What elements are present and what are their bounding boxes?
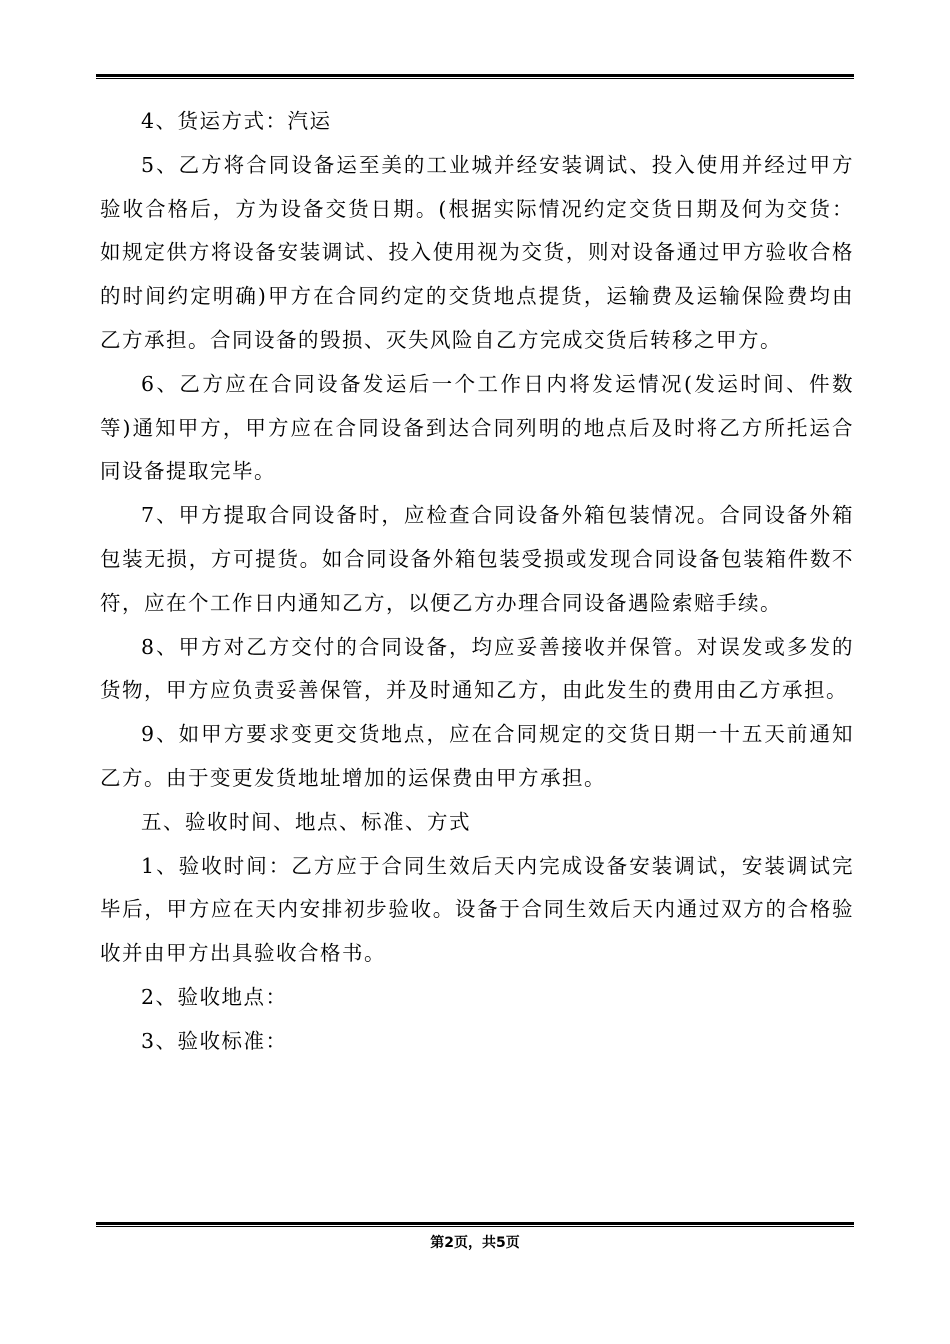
paragraph-acceptance-location: 2、验收地点：	[141, 984, 288, 1009]
page-number: 第2页，共5页	[430, 1235, 520, 1251]
footer-rule	[96, 1222, 854, 1227]
paragraph-receipt-storage: 8、甲方对乙方交付的合同设备，均应妥善接收并保管。对误发或多发的货物，甲方应负责妥善保管，并及时通知乙方，由此发生的费用由乙方承担。	[100, 634, 854, 703]
paragraph-shipment-notice: 6、乙方应在合同设备发运后一个工作日内将发运情况(发运时间、件数等)通知甲方，甲方应在合同设备到达合同列明的地点后及时将乙方所托运合同设备提取完毕。	[100, 371, 854, 484]
section-heading-acceptance: 五、验收时间、地点、标准、方式	[141, 809, 471, 834]
paragraph-delivery-date: 5、乙方将合同设备运至美的工业城并经安装调试、投入使用并经过甲方验收合格后，方为设备交货日期。(根据实际情况约定交货日期及何为交货：如规定供方将设备安装调试、投入使用视为交货，则对设备通过甲方验收合格的时间约定明确)甲方在合同约定的交货地点提货，运输费及运输保险费均由乙方承担。合同设备的毁损、灭失风险自乙方完成交货后转移之甲方。	[100, 152, 854, 352]
paragraph-acceptance-time: 1、验收时间：乙方应于合同生效后天内完成设备安装调试，安装调试完毕后，甲方应在天内安排初步验收。设备于合同生效后天内通过双方的合格验收并由甲方出具验收合格书。	[100, 853, 854, 966]
paragraph-change-location: 9、如甲方要求变更交货地点，应在合同规定的交货日期一十五天前通知乙方。由于变更发货地址增加的运保费由甲方承担。	[100, 722, 854, 790]
document-body	[100, 100, 854, 1064]
paragraph-acceptance-standard: 3、验收标准：	[141, 1028, 288, 1053]
paragraph-pickup-inspection: 7、甲方提取合同设备时，应检查合同设备外箱包装情况。合同设备外箱包装无损，方可提货。如合同设备外箱包装受损或发现合同设备包装箱件数不符，应在个工作日内通知乙方，以便乙方办理合同设备遇险索赔手续。	[100, 503, 854, 615]
header-rule	[96, 74, 854, 79]
paragraph-shipping-method: 4、货运方式：汽运	[141, 109, 332, 133]
